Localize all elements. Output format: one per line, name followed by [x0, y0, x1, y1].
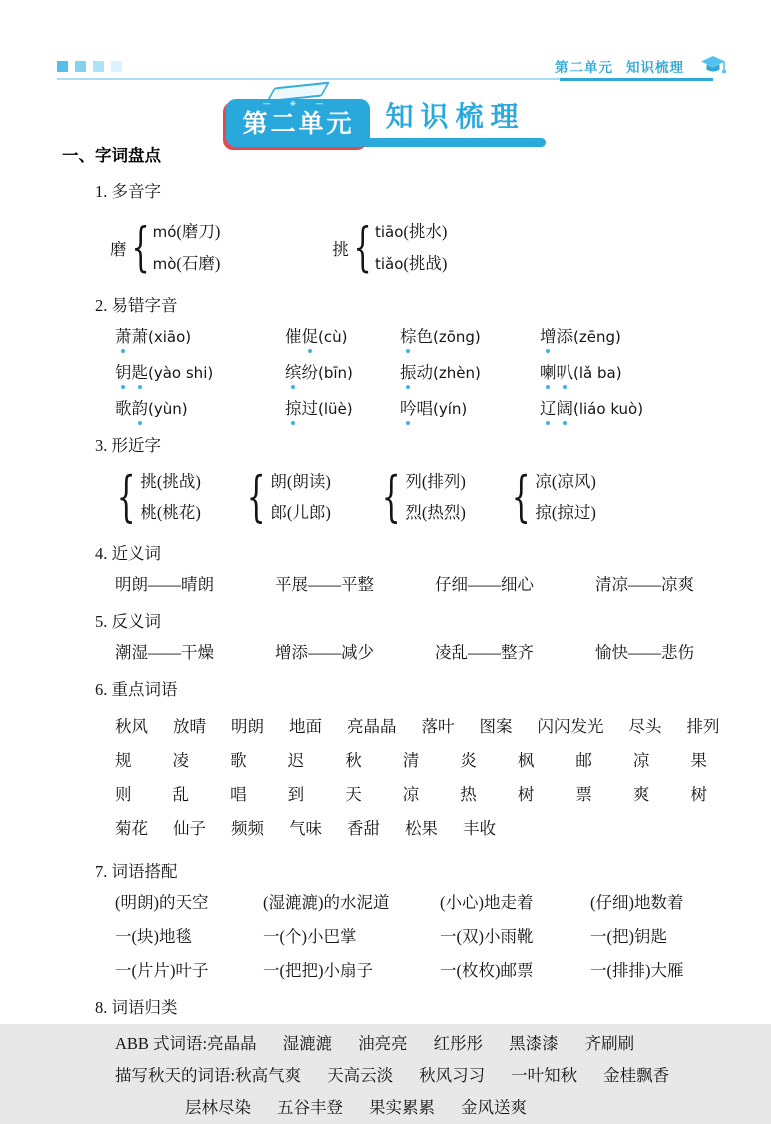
brace-glyph: { — [381, 465, 401, 528]
pinyin: (zōng) — [433, 328, 481, 346]
pinyin: mó — [152, 223, 177, 241]
collocation: 一(片片)叶子 — [115, 961, 209, 980]
antonym-pairs — [115, 642, 723, 664]
brace-glyph: { — [353, 218, 372, 278]
similar-char-group — [380, 466, 510, 528]
running-head-title: 知识梳理 — [626, 60, 684, 75]
category-word: 金桂飘香 — [603, 1066, 670, 1085]
polyphone-item — [332, 216, 447, 280]
key-word: 尽头 — [628, 717, 662, 736]
brace-glyph: { — [511, 465, 531, 528]
vocab-item — [400, 326, 540, 348]
vocab-item — [115, 326, 285, 348]
category-word: 果实累累 — [369, 1098, 435, 1117]
category-words — [235, 1060, 669, 1092]
key-word-row — [115, 812, 723, 846]
marked-char: 萧 — [115, 327, 132, 346]
collocations — [115, 892, 723, 982]
deco-squares-icon — [57, 61, 122, 72]
polyphone-group — [110, 216, 723, 280]
vocab-item — [400, 398, 540, 420]
collocation: 一(排排)大雁 — [590, 961, 684, 980]
word-in-parens: (挑水) — [403, 222, 448, 241]
key-word: 规则 — [115, 751, 132, 804]
vocab-item — [540, 398, 723, 420]
marked-char: 纷 — [301, 363, 318, 382]
key-word: 迟到 — [287, 751, 305, 804]
category-line — [115, 1060, 723, 1092]
key-word: 邮票 — [575, 751, 592, 804]
header-rule-accent — [560, 78, 713, 81]
category-word: 油亮亮 — [358, 1034, 408, 1053]
category-word: 金风送爽 — [461, 1098, 527, 1117]
pinyin: (lǎ ba) — [573, 364, 622, 382]
error-prone-words — [115, 326, 723, 420]
pinyin: (zhèn) — [433, 364, 481, 382]
vocab-item — [540, 326, 723, 348]
collocation: 一(双)小雨靴 — [440, 927, 534, 946]
similar-char-line: 桃(桃花) — [140, 503, 201, 522]
polyphone-item — [110, 216, 220, 280]
marked-char: 振 — [400, 363, 417, 382]
category-words — [207, 1028, 634, 1060]
marked-char: 喇 — [540, 363, 557, 382]
running-head-unit: 第二单元 — [555, 60, 613, 75]
category-label: 描写秋天的词语: — [115, 1066, 236, 1085]
marked-char: 过 — [301, 399, 318, 418]
vocab-item — [115, 362, 285, 384]
subheading-zhongdian: 6. 重点词语 — [95, 680, 178, 699]
subheading-guilei: 8. 词语归类 — [95, 998, 178, 1017]
similar-char-group — [510, 466, 723, 528]
marked-char: 辽 — [540, 399, 557, 418]
category-line — [185, 1092, 723, 1124]
reading-line — [375, 216, 447, 248]
similar-char-line: 郎(儿郎) — [270, 503, 331, 522]
vocab-item — [285, 326, 400, 348]
key-word: 凉爽 — [632, 751, 650, 804]
synonym-pair: 平展——平整 — [275, 575, 374, 594]
polyphone-char: 挑 — [332, 240, 349, 259]
similar-char-lines — [270, 466, 331, 528]
subheading-jinyi: 4. 近义词 — [95, 544, 161, 563]
key-word: 凌乱 — [172, 751, 190, 804]
marked-char: 萧 — [131, 327, 148, 346]
reading-line — [375, 248, 447, 280]
pinyin: (bīn) — [318, 364, 353, 382]
collocation: (仔细)地数着 — [590, 893, 684, 912]
key-word: 香甜 — [347, 819, 380, 838]
polyphone-readings — [153, 216, 221, 280]
synonym-pair: 明朗——晴朗 — [115, 575, 214, 594]
word-categories — [62, 1028, 723, 1124]
key-word: 亮晶晶 — [347, 717, 397, 736]
collocation: 一(把)钥匙 — [590, 927, 667, 946]
marked-char: 棕 — [400, 327, 417, 346]
banner-title-text: 知识梳理 — [385, 101, 526, 132]
pinyin: mò — [152, 255, 177, 273]
similar-char-lines — [405, 466, 466, 528]
marked-char: 催 — [285, 327, 302, 346]
marked-char: 动 — [416, 363, 433, 382]
page-header — [57, 56, 727, 76]
marked-char: 缤 — [285, 363, 302, 382]
pinyin: (liáo kuò) — [573, 400, 644, 418]
key-word: 仙子 — [173, 819, 206, 838]
collocation: 一(枚枚)邮票 — [440, 961, 534, 980]
key-word: 明朗 — [231, 717, 264, 736]
key-word: 秋天 — [345, 751, 362, 804]
similar-char-group — [245, 466, 380, 528]
polyphone-readings — [375, 216, 447, 280]
collocation: 一(把把)小扇子 — [263, 961, 373, 980]
key-word: 炎热 — [460, 751, 477, 804]
marked-char: 添 — [556, 327, 573, 346]
marked-char: 掠 — [285, 399, 302, 418]
antonym-pair: 增添——减少 — [275, 643, 374, 662]
similar-char-lines — [535, 466, 596, 528]
category-word: 红彤彤 — [433, 1034, 484, 1053]
key-word: 枫树 — [517, 751, 535, 804]
subheading-yicuo: 2. 易错字音 — [95, 296, 178, 315]
similar-char-lines — [140, 466, 201, 528]
brace-glyph: { — [246, 465, 266, 528]
polyphone-char: 磨 — [110, 240, 127, 259]
graduation-cap-icon — [701, 55, 727, 77]
word-in-parens: (石磨) — [176, 254, 221, 273]
category-word: 层林尽染 — [185, 1098, 251, 1117]
brace-glyph: { — [116, 465, 136, 528]
marked-char: 吟 — [400, 399, 417, 418]
pinyin: (xiāo) — [148, 328, 192, 346]
similar-char-line: 列(排列) — [405, 472, 466, 491]
synonym-pair: 清凉——凉爽 — [595, 575, 694, 594]
category-label: ABB 式词语: — [115, 1034, 208, 1053]
similar-char-group — [115, 466, 245, 528]
category-word: 黑漆漆 — [509, 1034, 559, 1053]
category-words — [185, 1092, 527, 1124]
reading-line — [153, 248, 221, 280]
antonym-pair: 潮湿——干燥 — [115, 643, 214, 662]
pinyin: tiǎo — [374, 255, 404, 273]
running-head — [555, 55, 727, 77]
marked-char: 唱 — [416, 399, 433, 418]
key-word: 放晴 — [173, 717, 206, 736]
synonym-pair: 仔细——细心 — [435, 575, 534, 594]
marked-char: 阔 — [556, 399, 573, 418]
similar-characters — [115, 466, 723, 528]
antonym-pair: 凌乱——整齐 — [435, 643, 534, 662]
word-in-parens: (磨刀) — [176, 222, 221, 241]
collocation: (小心)地走着 — [440, 893, 534, 912]
banner-unit-box — [225, 99, 369, 147]
section-heading: 一、字词盘点 — [62, 147, 161, 165]
key-word: 菊花 — [115, 819, 148, 838]
vocab-item — [115, 398, 285, 420]
similar-char-line: 挑(挑战) — [140, 472, 201, 491]
pinyin: (lüè) — [318, 400, 353, 418]
key-word: 地面 — [289, 717, 322, 736]
subheading-fanyi: 5. 反义词 — [95, 612, 161, 631]
marked-char: 匙 — [131, 363, 148, 382]
marked-char: 增 — [540, 327, 557, 346]
key-word: 果树 — [690, 751, 707, 804]
key-words — [62, 710, 723, 846]
similar-char-line: 掠(掠过) — [535, 503, 596, 522]
key-word: 气味 — [289, 819, 322, 838]
category-word: 亮晶晶 — [207, 1034, 257, 1053]
pinyin: (yào shi) — [148, 364, 214, 382]
category-word: 秋高气爽 — [235, 1066, 302, 1085]
category-word: 一叶知秋 — [511, 1066, 578, 1085]
title-banner — [225, 95, 545, 147]
similar-char-line: 烈(热烈) — [405, 503, 466, 522]
key-word-row — [115, 710, 723, 744]
vocab-item — [285, 362, 400, 384]
collocation: 一(个)小巴掌 — [263, 927, 357, 946]
collocation: 一(块)地毯 — [115, 927, 192, 946]
reading-line — [153, 216, 221, 248]
similar-char-line: 朗(朗读) — [270, 472, 331, 491]
category-word: 秋风习习 — [419, 1066, 486, 1085]
pinyin: (yùn) — [148, 400, 188, 418]
key-word: 图案 — [479, 717, 513, 736]
marked-char: 歌 — [115, 399, 132, 418]
vocab-item — [540, 362, 723, 384]
category-line — [115, 1028, 723, 1060]
collocation: (湿漉漉)的水泥道 — [263, 893, 390, 912]
marked-char: 钥 — [115, 363, 132, 382]
brace-glyph: { — [130, 218, 150, 278]
category-word: 齐刷刷 — [584, 1034, 635, 1053]
key-word: 频频 — [231, 819, 264, 838]
key-word-row — [115, 744, 723, 812]
subheading-dapei: 7. 词语搭配 — [95, 862, 178, 881]
synonym-pairs — [115, 574, 723, 596]
category-word: 五谷丰登 — [277, 1098, 343, 1117]
category-word: 天高云淡 — [327, 1066, 394, 1085]
key-word: 松果 — [405, 819, 438, 838]
key-word: 落叶 — [421, 717, 455, 736]
banner-title-box — [372, 95, 546, 147]
pinyin: (yín) — [433, 400, 468, 418]
banner-unit-text: 第二单元 — [242, 110, 355, 138]
subheading-xingjin: 3. 形近字 — [95, 436, 161, 455]
marked-char: 叭 — [556, 363, 573, 382]
marked-char: 色 — [416, 327, 433, 346]
word-in-parens: (挑战) — [403, 254, 448, 273]
pinyin: (cù) — [318, 328, 348, 346]
marked-char: 韵 — [131, 399, 148, 418]
similar-char-line: 凉(凉风) — [535, 472, 596, 491]
pinyin: tiāo — [374, 223, 404, 241]
category-word: 湿漉漉 — [282, 1034, 333, 1053]
key-word: 排列 — [686, 717, 720, 736]
vocab-item — [400, 362, 540, 384]
key-word: 秋风 — [115, 717, 148, 736]
banner-deco-marks: — ❋ — — [263, 101, 332, 108]
key-word: 闪闪发光 — [537, 717, 604, 736]
key-word: 丰收 — [463, 819, 496, 838]
page-content — [62, 142, 723, 1124]
marked-char: 促 — [301, 327, 318, 346]
vocab-item — [285, 398, 400, 420]
key-word: 歌唱 — [230, 751, 247, 804]
subheading-duoyin: 1. 多音字 — [95, 182, 161, 201]
collocation: (明朗)的天空 — [115, 893, 209, 912]
pinyin: (zēng) — [573, 328, 621, 346]
key-word: 清凉 — [402, 751, 420, 804]
antonym-pair: 愉快——悲伤 — [595, 643, 694, 662]
